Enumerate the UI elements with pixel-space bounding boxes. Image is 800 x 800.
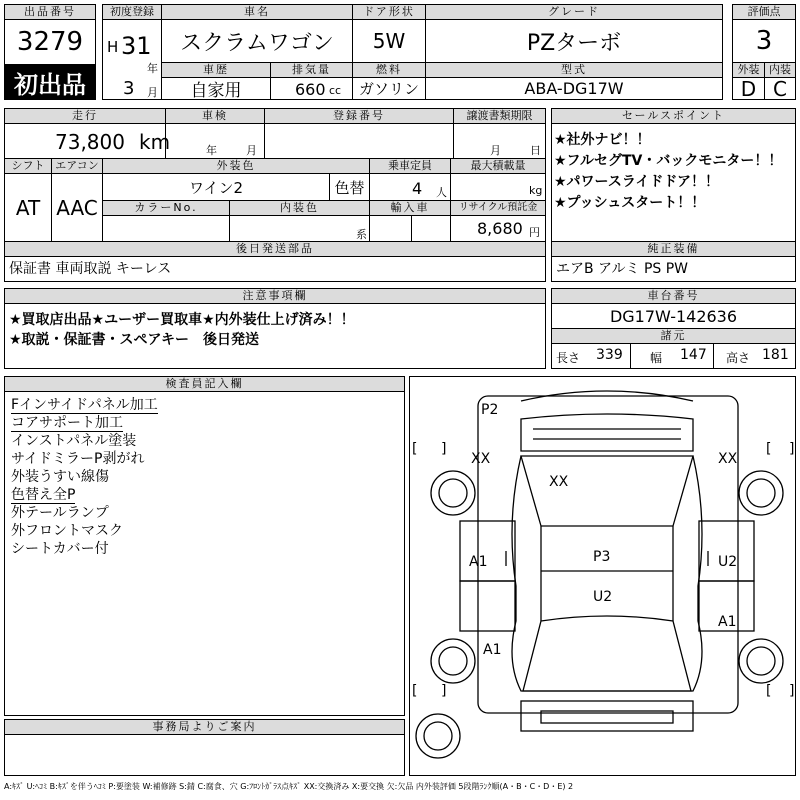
later-parts-label: 後日発送部品 [4, 241, 546, 257]
grade-label: グレード [425, 4, 723, 20]
mark-u2-right: U2 [718, 554, 738, 570]
office-box [4, 734, 405, 776]
inspector-note-9: シートカバー付 [11, 541, 109, 557]
mark-a1-right: A1 [718, 614, 737, 630]
int-color-unit: 系 [356, 228, 367, 241]
height-label: 高さ [726, 351, 751, 365]
mark-u2-center: U2 [593, 589, 613, 605]
length: 339 [596, 347, 623, 363]
inspector-note-6: 色替え全P [11, 487, 76, 503]
fuel-label: 燃料 [352, 62, 426, 78]
inspector-note-5: 外装うすい線傷 [11, 469, 109, 485]
transfer-label: 譲渡書類期限 [453, 108, 546, 124]
wheel-front-right-inner [747, 479, 775, 507]
int-label: 内装 [764, 62, 796, 78]
max-load-unit: kg [529, 184, 543, 197]
rear-bumper [521, 701, 693, 731]
mileage-label: 走行 [4, 108, 166, 124]
inspector-note-4: サイドミラーP剥がれ [11, 451, 145, 467]
history: 自家用 [161, 77, 271, 100]
inspector-note-3: インストパネル塗装 [11, 433, 137, 449]
door-label: ドア形状 [352, 4, 426, 20]
inspector-note-1: Fインサイドパネル加工 [11, 397, 158, 413]
inspector-note-8: 外フロントマスク [11, 523, 123, 539]
reg-year: 31 [121, 32, 152, 60]
reg-no-box [264, 123, 454, 159]
office-label: 事務局よりご案内 [4, 719, 405, 735]
aircon: AAC [51, 173, 103, 242]
ext-label: 外装 [732, 62, 765, 78]
equipment-label: 純正装備 [551, 241, 796, 257]
notes-box [4, 303, 546, 369]
inspector-box [4, 391, 405, 716]
note-line-2: ★取説・保証書・スペアキー 後日発送 [9, 332, 259, 348]
transfer-month-unit: 月 [490, 144, 501, 157]
sales-point-3: ★パワースライドドア！！ [554, 174, 720, 190]
wheel-rear-right [739, 639, 783, 683]
sales-point-4: ★プッシュスタート！！ [554, 195, 706, 211]
displacement: 660 [295, 80, 326, 99]
later-parts: 保証書 車両取説 キーレス [4, 256, 546, 282]
color-no-box [102, 215, 230, 242]
int-color-box [229, 215, 370, 242]
bracket-3: [ [766, 441, 772, 457]
chassis-label: 車台番号 [551, 288, 796, 304]
import-box-a [369, 215, 412, 242]
score: 3 [732, 19, 796, 63]
spare-wheel-inner [424, 722, 452, 750]
reg-month-unit: 月 [147, 86, 158, 99]
windshield [521, 456, 693, 526]
first-reg-box [102, 19, 162, 100]
lot-label: 出品番号 [4, 4, 96, 20]
left-front-door [460, 521, 515, 581]
capacity-label: 乗車定員 [369, 158, 451, 174]
recycle-fee: 8,680 [477, 219, 523, 238]
specs-label: 諸元 [551, 328, 796, 344]
mileage-unit: km [139, 130, 171, 154]
wheel-rear-left [431, 639, 475, 683]
color-changed-mark: 色替 [329, 173, 370, 201]
spare-wheel [416, 714, 460, 758]
bracket-6: ] [441, 683, 447, 699]
shift-label: シフト [4, 158, 52, 174]
capacity-unit: 人 [436, 186, 447, 199]
lot-number: 3279 [4, 19, 96, 65]
bracket-5: [ [412, 683, 418, 699]
bracket-8: ] [789, 683, 795, 699]
era: H [107, 38, 119, 56]
width-label: 幅 [650, 351, 663, 365]
recycle-label: リサイクル預託金 [450, 200, 546, 216]
bracket-1: [ [412, 441, 418, 457]
height: 181 [762, 347, 789, 363]
bracket-7: [ [766, 683, 772, 699]
first-reg-label: 初度登録 [102, 4, 162, 20]
reg-year-unit: 年 [147, 62, 158, 75]
left-rear-door [460, 581, 515, 631]
door-type: 5W [352, 19, 426, 63]
specs-divider-2 [713, 343, 714, 369]
reg-no-label: 登録番号 [264, 108, 454, 124]
equipment: エアB アルミ PS PW [551, 256, 796, 282]
recycle-unit: 円 [529, 226, 540, 239]
bracket-2: ] [441, 441, 447, 457]
mark-p2: P2 [481, 402, 499, 418]
width: 147 [680, 347, 707, 363]
transfer-day-unit: 日 [530, 144, 541, 157]
history-label: 車歴 [161, 62, 271, 78]
capacity-box [369, 173, 451, 201]
length-label: 長さ [556, 351, 581, 365]
note-line-1: ★買取店出品★ユーザー買取車★内外装仕上げ済み！！ [9, 312, 355, 328]
color-no-label: カラーNo. [102, 200, 230, 216]
inspector-label: 検査員記入欄 [4, 376, 405, 392]
first-listing-badge: 初出品 [4, 64, 96, 100]
recycle-box [450, 215, 546, 242]
aircon-label: エアコン [51, 158, 103, 174]
inspection-month-unit: 月 [246, 144, 257, 157]
mark-a1-rear-left: A1 [483, 642, 502, 658]
sales-points-box [551, 123, 796, 242]
inspector-note-2: コアサポート加工 [11, 415, 123, 431]
import-label: 輸入車 [369, 200, 451, 216]
legend: A:ｷｽﾞ U:ﾍｺﾐ B:ｷｽﾞを伴うﾍｺﾐ P:要塗装 W:補修跡 S:錆 C:腐食、穴 G:ﾌﾛﾝﾄｶﾞﾗｽ点ｷｽﾞ XX:交換済み X:要交換 欠:欠品 内外装評価 5段階ﾗﾝｸ順(A・B・C・D・E) 2 [4, 782, 574, 791]
mark-a1-left: A1 [469, 554, 488, 570]
notes-label: 注意事項欄 [4, 288, 546, 304]
inspection-box [165, 123, 265, 159]
displacement-box [270, 77, 353, 100]
score-label: 評価点 [732, 4, 796, 20]
specs-divider-1 [630, 343, 631, 369]
mark-xx-center: XX [549, 474, 569, 490]
mark-xx-right: XX [718, 451, 738, 467]
rear-window [523, 616, 691, 691]
car-name-label: 車名 [161, 4, 353, 20]
right-front-door [699, 521, 754, 581]
transfer-box [453, 123, 546, 159]
specs-box [551, 343, 796, 369]
wheel-rear-right-inner [747, 647, 775, 675]
car-diagram [410, 377, 795, 775]
capacity: 4 [412, 179, 423, 198]
max-load-label: 最大積載量 [450, 158, 546, 174]
sales-points-label: セールスポイント [551, 108, 796, 124]
mark-p3: P3 [593, 549, 611, 565]
import-box-b [411, 215, 451, 242]
mileage: 73,800 [55, 130, 125, 154]
max-load-box [450, 173, 546, 201]
displacement-label: 排気量 [270, 62, 353, 78]
wheel-front-right [739, 471, 783, 515]
displacement-unit: cc [329, 84, 342, 97]
int-grade: C [764, 77, 796, 100]
bracket-4: ] [789, 441, 795, 457]
wheel-front-left-inner [439, 479, 467, 507]
inspection-label: 車検 [165, 108, 265, 124]
exterior-color: ワイン2 [102, 173, 330, 201]
sales-point-1: ★社外ナビ！！ [554, 132, 651, 148]
shift: AT [4, 173, 52, 242]
chassis-number: DG17W-142636 [551, 303, 796, 329]
sales-point-2: ★フルセグTV・バックモニター！！ [554, 153, 783, 169]
ext-grade: D [732, 77, 765, 100]
inspection-year-unit: 年 [206, 144, 217, 157]
mileage-box [4, 123, 171, 159]
car-name: スクラムワゴン [161, 19, 353, 63]
front-panel [521, 414, 693, 451]
wheel-front-left [431, 471, 475, 515]
wheel-rear-left-inner [439, 647, 467, 675]
inspector-note-7: 外テールランプ [11, 505, 109, 521]
model-label: 型式 [425, 62, 723, 78]
car-diagram-frame [409, 376, 796, 776]
ext-color-label: 外装色 [102, 158, 370, 174]
grade: PZターボ [425, 19, 723, 63]
reg-month: 3 [123, 78, 135, 99]
model-code: ABA-DG17W [425, 77, 723, 100]
mark-xx-left: XX [471, 451, 491, 467]
fuel: ガソリン [352, 77, 426, 100]
int-color-label: 内装色 [229, 200, 370, 216]
